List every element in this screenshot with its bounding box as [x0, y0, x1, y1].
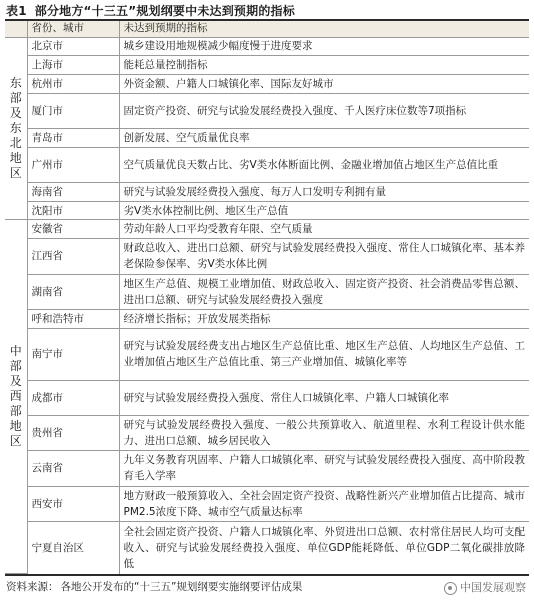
source-label: 资料来源： — [6, 581, 59, 593]
table-row — [5, 129, 529, 148]
table-row — [5, 415, 529, 450]
table-row — [5, 56, 529, 75]
indicator-cell: 研究与试验发展经费支出占地区生产总值比重、地区生产总值、人均地区生产总值、工业增加值占地区生产总值比重、第三产业增加值、城镇化率等 — [119, 328, 529, 380]
indicator-cell: 全社会固定资产投资、户籍人口城镇化率、外贸进出口总额、农村常住居民人均可支配收入、研究与试验发展经费投入强度、单位GDP能耗降低、单位GDP二氧化碳排放降低 — [119, 521, 529, 573]
table-row — [5, 521, 529, 573]
table-title-text: 部分地方“十三五”规划纲要中未达到预期的指标 — [34, 4, 295, 18]
table-row — [5, 274, 529, 309]
province-cell: 南宁市 — [27, 328, 119, 380]
wechat-icon — [444, 582, 457, 595]
table-number: 表1 — [6, 4, 27, 18]
province-cell: 沈阳市 — [27, 201, 119, 220]
province-cell: 贵州省 — [27, 415, 119, 450]
province-cell: 上海市 — [27, 56, 119, 75]
table-row — [5, 220, 529, 239]
indicator-cell: 经济增长指标；开放发展类指标 — [119, 309, 529, 328]
indicator-cell: 九年义务教育巩固率、户籍人口城镇化率、研究与试验发展经费投入强度、高中阶段教育毛入学率 — [119, 451, 529, 486]
source-text: 各地公开发布的“十三五”规划纲要实施纲要评估成果 — [60, 581, 303, 593]
indicator-cell: 研究与试验发展经费投入强度、一般公共预算收入、航道里程、水利工程设计供水能力、进出口总额、城乡居民收入 — [119, 415, 529, 450]
indicator-cell: 外资金额、户籍人口城镇化率、国际友好城市 — [119, 75, 529, 94]
table-row — [5, 328, 529, 380]
table-row — [5, 309, 529, 328]
table-row — [5, 380, 529, 415]
table-row — [5, 201, 529, 220]
indicator-cell: 地区生产总值、规模工业增加值、财政总收入、固定资产投资、社会消费品零售总额、进出口总额、研究与试验发展经费投入强度 — [119, 274, 529, 309]
indicator-cell: 固定资产投资、研究与试验发展经费投入强度、千人医疗床位数等7项指标 — [119, 93, 529, 128]
province-cell: 海南省 — [27, 183, 119, 202]
province-cell: 西安市 — [27, 486, 119, 521]
table-row — [5, 37, 529, 56]
province-cell: 青岛市 — [27, 129, 119, 148]
header-province: 省份、城市 — [27, 21, 119, 37]
indicator-cell: 劳动年龄人口平均受教育年限、空气质量 — [119, 220, 529, 239]
header-items: 未达到预期的指标 — [119, 21, 529, 37]
province-cell: 北京市 — [27, 37, 119, 56]
table-row — [5, 239, 529, 274]
region-cell — [5, 37, 27, 220]
region-cell — [5, 220, 27, 574]
region-label: 中部及西部地区 — [9, 344, 22, 449]
province-cell: 云南省 — [27, 451, 119, 486]
table-row — [5, 75, 529, 94]
indicator-cell: 创新发展、空气质量优良率 — [119, 129, 529, 148]
indicator-cell: 空气质量优良天数占比、劣Ⅴ类水体断面比例、金融业增加值占地区生产总值比重 — [119, 147, 529, 182]
indicator-cell: 能耗总量控制指标 — [119, 56, 529, 75]
province-cell: 呼和浩特市 — [27, 309, 119, 328]
table-title — [6, 3, 295, 19]
table-row — [5, 93, 529, 128]
province-cell: 湖南省 — [27, 274, 119, 309]
table-header-row — [5, 21, 529, 37]
province-cell: 厦门市 — [27, 93, 119, 128]
indicator-cell: 研究与试验发展经费投入强度、常住人口城镇化率、户籍人口城镇化率 — [119, 380, 529, 415]
province-cell: 江西省 — [27, 239, 119, 274]
indicator-table — [5, 21, 529, 574]
province-cell: 杭州市 — [27, 75, 119, 94]
region-label: 东部及东北地区 — [9, 76, 22, 181]
province-cell: 广州市 — [27, 147, 119, 182]
table-body — [5, 21, 529, 574]
table-row — [5, 183, 529, 202]
table-row — [5, 451, 529, 486]
watermark — [444, 579, 526, 597]
province-cell: 宁夏自治区 — [27, 521, 119, 573]
source-note — [6, 578, 302, 596]
indicator-cell: 财政总收入、进出口总额、研究与试验发展经费投入强度、常住人口城镇化率、基本养老保险参保率、劣Ⅴ类水体比例 — [119, 239, 529, 274]
table-row — [5, 486, 529, 521]
watermark-text: 中国发展观察 — [460, 581, 526, 594]
province-cell: 成都市 — [27, 380, 119, 415]
indicator-cell: 劣Ⅴ类水体控制比例、地区生产总值 — [119, 201, 529, 220]
indicator-cell: 城乡建设用地规模减少幅度慢于进度要求 — [119, 37, 529, 56]
bottom-rule — [5, 574, 529, 576]
table-row — [5, 147, 529, 182]
indicator-cell: 研究与试验发展经费投入强度、每万人口发明专利拥有量 — [119, 183, 529, 202]
province-cell: 安徽省 — [27, 220, 119, 239]
header-blank-cell — [5, 21, 27, 37]
indicator-cell: 地方财政一般预算收入、全社会固定资产投资、战略性新兴产业增加值占比提高、城市PM2.5浓度下降、城市空气质量达标率 — [119, 486, 529, 521]
